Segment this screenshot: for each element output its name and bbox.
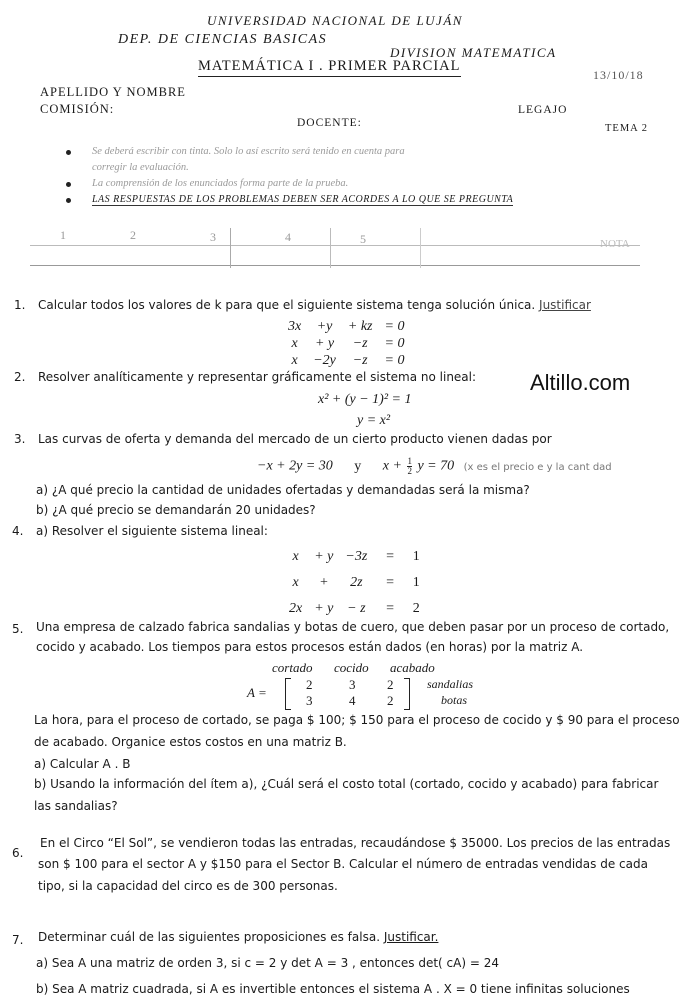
problem-3-eq-demand-pre: x +	[382, 458, 402, 474]
problem-2-eq2: y = x²	[357, 413, 391, 428]
sys1-cell: −z	[352, 335, 368, 351]
sys1-cell: x	[291, 335, 298, 351]
problem-3-number: 3.	[14, 432, 26, 446]
sys1-cell: 3x	[288, 318, 302, 334]
problem-1-text	[38, 298, 591, 312]
sys4-cell: 2x	[289, 601, 303, 616]
sys4-cell: 1	[412, 549, 420, 564]
sys1-cell: = 0	[384, 318, 405, 334]
sys4-cell: =	[385, 549, 395, 564]
problem-5-number: 5.	[12, 622, 24, 636]
sys4-cell: 1	[412, 575, 420, 590]
problem-4-number: 4.	[12, 524, 24, 538]
problem-1-system	[282, 318, 410, 369]
problem-3-note: (x es el precio e y la cant dad	[463, 461, 612, 473]
score-table-bottom	[30, 265, 640, 266]
bullet-icon	[66, 182, 71, 187]
problem-6-line2: son $ 100 para el sector A y $150 para el Sector B. Calcular el número de entradas vendidas de cada	[38, 857, 648, 871]
sys4-cell: x	[292, 575, 299, 590]
docente-label: DOCENTE:	[297, 117, 362, 129]
fraction-num: 1	[407, 456, 412, 466]
bullet-icon	[66, 198, 71, 203]
score-divider	[330, 228, 331, 268]
problem-4-text: a) Resolver el siguiente sistema lineal:	[36, 524, 268, 538]
score-cell-5: 5	[360, 232, 366, 246]
problem-2-text: Resolver analíticamente y representar gráficamente el sistema no lineal:	[38, 370, 477, 384]
sys1-cell: + kz	[347, 318, 373, 334]
instruction-comprehension: La comprensión de los enunciados forma parte de la prueba.	[92, 178, 349, 189]
problem-7-text	[38, 930, 438, 944]
matrix-cell: 3	[306, 693, 313, 708]
score-cell-nota: NOTA	[600, 238, 630, 250]
sys4-cell: − z	[347, 601, 366, 616]
problem-6-line3: tipo, si la capacidad del circo es de 300 personas.	[38, 879, 338, 893]
sys4-cell: x	[292, 549, 299, 564]
score-cell-1: 1	[60, 228, 66, 242]
problem-1-number: 1.	[14, 298, 26, 312]
matrix-bracket-right	[404, 678, 410, 710]
score-cell-3: 3	[210, 230, 216, 244]
matrix-label: A =	[247, 685, 267, 700]
sys1-cell: −z	[352, 352, 368, 368]
instruction-ink: Se deberá escribir con tinta. Solo lo así escrito será tenido en cuenta para	[92, 146, 405, 157]
problem-2-eq1: x² + (y − 1)² = 1	[318, 392, 412, 407]
problem-3-eq-supply: −x + 2y = 30	[257, 458, 333, 474]
problem-3b: b) ¿A qué precio se demandarán 20 unidades?	[36, 503, 316, 517]
sys1-cell: = 0	[384, 352, 405, 368]
score-divider	[420, 228, 421, 268]
problem-3-conj: y	[354, 458, 362, 474]
score-table-top	[30, 245, 640, 246]
division-label: DIVISION MATEMATICA	[390, 45, 557, 60]
course-title: MATEMÁTICA I . PRIMER PARCIAL	[198, 58, 461, 77]
problem-2-number: 2.	[14, 370, 26, 384]
problem-7-number: 7.	[12, 933, 24, 947]
sys4-cell: =	[385, 601, 395, 616]
sys4-cell: +	[319, 575, 329, 590]
instruction-ink-cont: corregir la evaluación.	[92, 162, 189, 173]
sys1-cell: −2y	[313, 352, 336, 368]
problem-1-statement: Calcular todos los valores de k para que el siguiente sistema tenga solución única.	[38, 298, 536, 312]
matrix-row-sandalias: sandalias	[427, 677, 474, 691]
sys4-cell: 2	[412, 601, 420, 616]
fraction-den: 2	[407, 466, 412, 476]
matrix-col-cortado: cortado	[272, 660, 313, 675]
matrix-col-cocido: cocido	[334, 660, 369, 675]
exam-date: 13/10/18	[593, 68, 644, 82]
problem-6-number: 6.	[12, 846, 24, 860]
problem-5-line1: Una empresa de calzado fabrica sandalias y botas de cuero, que deben pasar por un proceso de cortado,	[36, 620, 670, 634]
problem-5-line2: cocido y acabado. Los tiempos para estos procesos están dados (en horas) por la matriz A.	[36, 640, 584, 654]
sys4-cell: =	[385, 575, 395, 590]
problem-5b-line1: b) Usando la información del ítem a), ¿Cuál será el costo total (cortado, cocido y acabado) para fabricar	[34, 777, 659, 791]
sys4-cell: + y	[314, 601, 334, 616]
problem-7b: b) Sea A matriz cuadrada, si A es invertible entonces el sistema A . X = 0 tiene infinitas soluciones	[36, 982, 630, 996]
matrix-cell: 2	[306, 677, 313, 692]
problem-4-system	[283, 544, 426, 622]
department-label: DEP. DE CIENCIAS BASICAS	[118, 32, 328, 47]
score-cell-4: 4	[285, 230, 291, 244]
sys4-cell: −3z	[345, 549, 368, 564]
watermark: Altillo.com	[530, 370, 631, 395]
score-cell-2: 2	[130, 228, 136, 242]
commission-label: COMISIÓN:	[40, 102, 115, 116]
problem-3a: a) ¿A qué precio la cantidad de unidades ofertadas y demandadas será la misma?	[36, 483, 530, 497]
matrix-row-botas: botas	[441, 693, 468, 707]
matrix-cell: 2	[387, 677, 394, 692]
matrix-bracket-left	[285, 678, 291, 710]
matrix-col-acabado: acabado	[390, 660, 435, 675]
sys4-cell: + y	[314, 549, 334, 564]
problem-5-line4: de acabado. Organice estos costos en una matriz B.	[34, 735, 347, 749]
problem-1-justify: Justificar	[539, 298, 591, 312]
problem-3-eq-demand-post: y = 70	[417, 458, 455, 474]
matrix-cell: 4	[349, 693, 356, 708]
score-divider	[230, 228, 231, 268]
bullet-icon	[66, 150, 71, 155]
problem-7-justify: Justificar.	[383, 930, 439, 944]
instruction-answers: LAS RESPUESTAS DE LOS PROBLEMAS DEBEN SER ACORDES A LO QUE SE PREGUNTA	[92, 194, 514, 205]
problem-7a: a) Sea A una matriz de orden 3, si c = 2 y det A = 3 , entonces det( cA) = 24	[36, 956, 499, 970]
tema-label: TEMA 2	[605, 123, 649, 134]
legajo-label: LEGAJO	[518, 104, 568, 116]
problem-3-text: Las curvas de oferta y demanda del mercado de un cierto producto vienen dadas por	[38, 432, 552, 446]
university-title: UNIVERSIDAD NACIONAL DE LUJÁN	[207, 13, 463, 28]
matrix-cell: 3	[349, 677, 356, 692]
problem-6-line1: En el Circo “El Sol”, se vendieron todas las entradas, recaudándose $ 35000. Los precios de las entradas	[40, 836, 671, 850]
problem-3-equations	[257, 457, 612, 476]
sys4-cell: 2z	[350, 575, 363, 590]
matrix-cell: 2	[387, 693, 394, 708]
problem-5b-line2: las sandalias?	[34, 799, 118, 813]
problem-7-statement: Determinar cuál de las siguientes proposiciones es falsa.	[38, 930, 381, 944]
sys1-cell: x	[291, 352, 298, 368]
problem-5a: a) Calcular A . B	[34, 757, 131, 771]
sys1-cell: + y	[314, 335, 335, 351]
sys1-cell: = 0	[384, 335, 405, 351]
problem-3-fraction	[407, 457, 412, 476]
name-label: APELLIDO Y NOMBRE	[40, 85, 186, 99]
sys1-cell: +y	[316, 318, 333, 334]
problem-5-line3: La hora, para el proceso de cortado, se paga $ 100; $ 150 para el proceso de cocido y $ 90 para el proceso	[34, 713, 680, 727]
